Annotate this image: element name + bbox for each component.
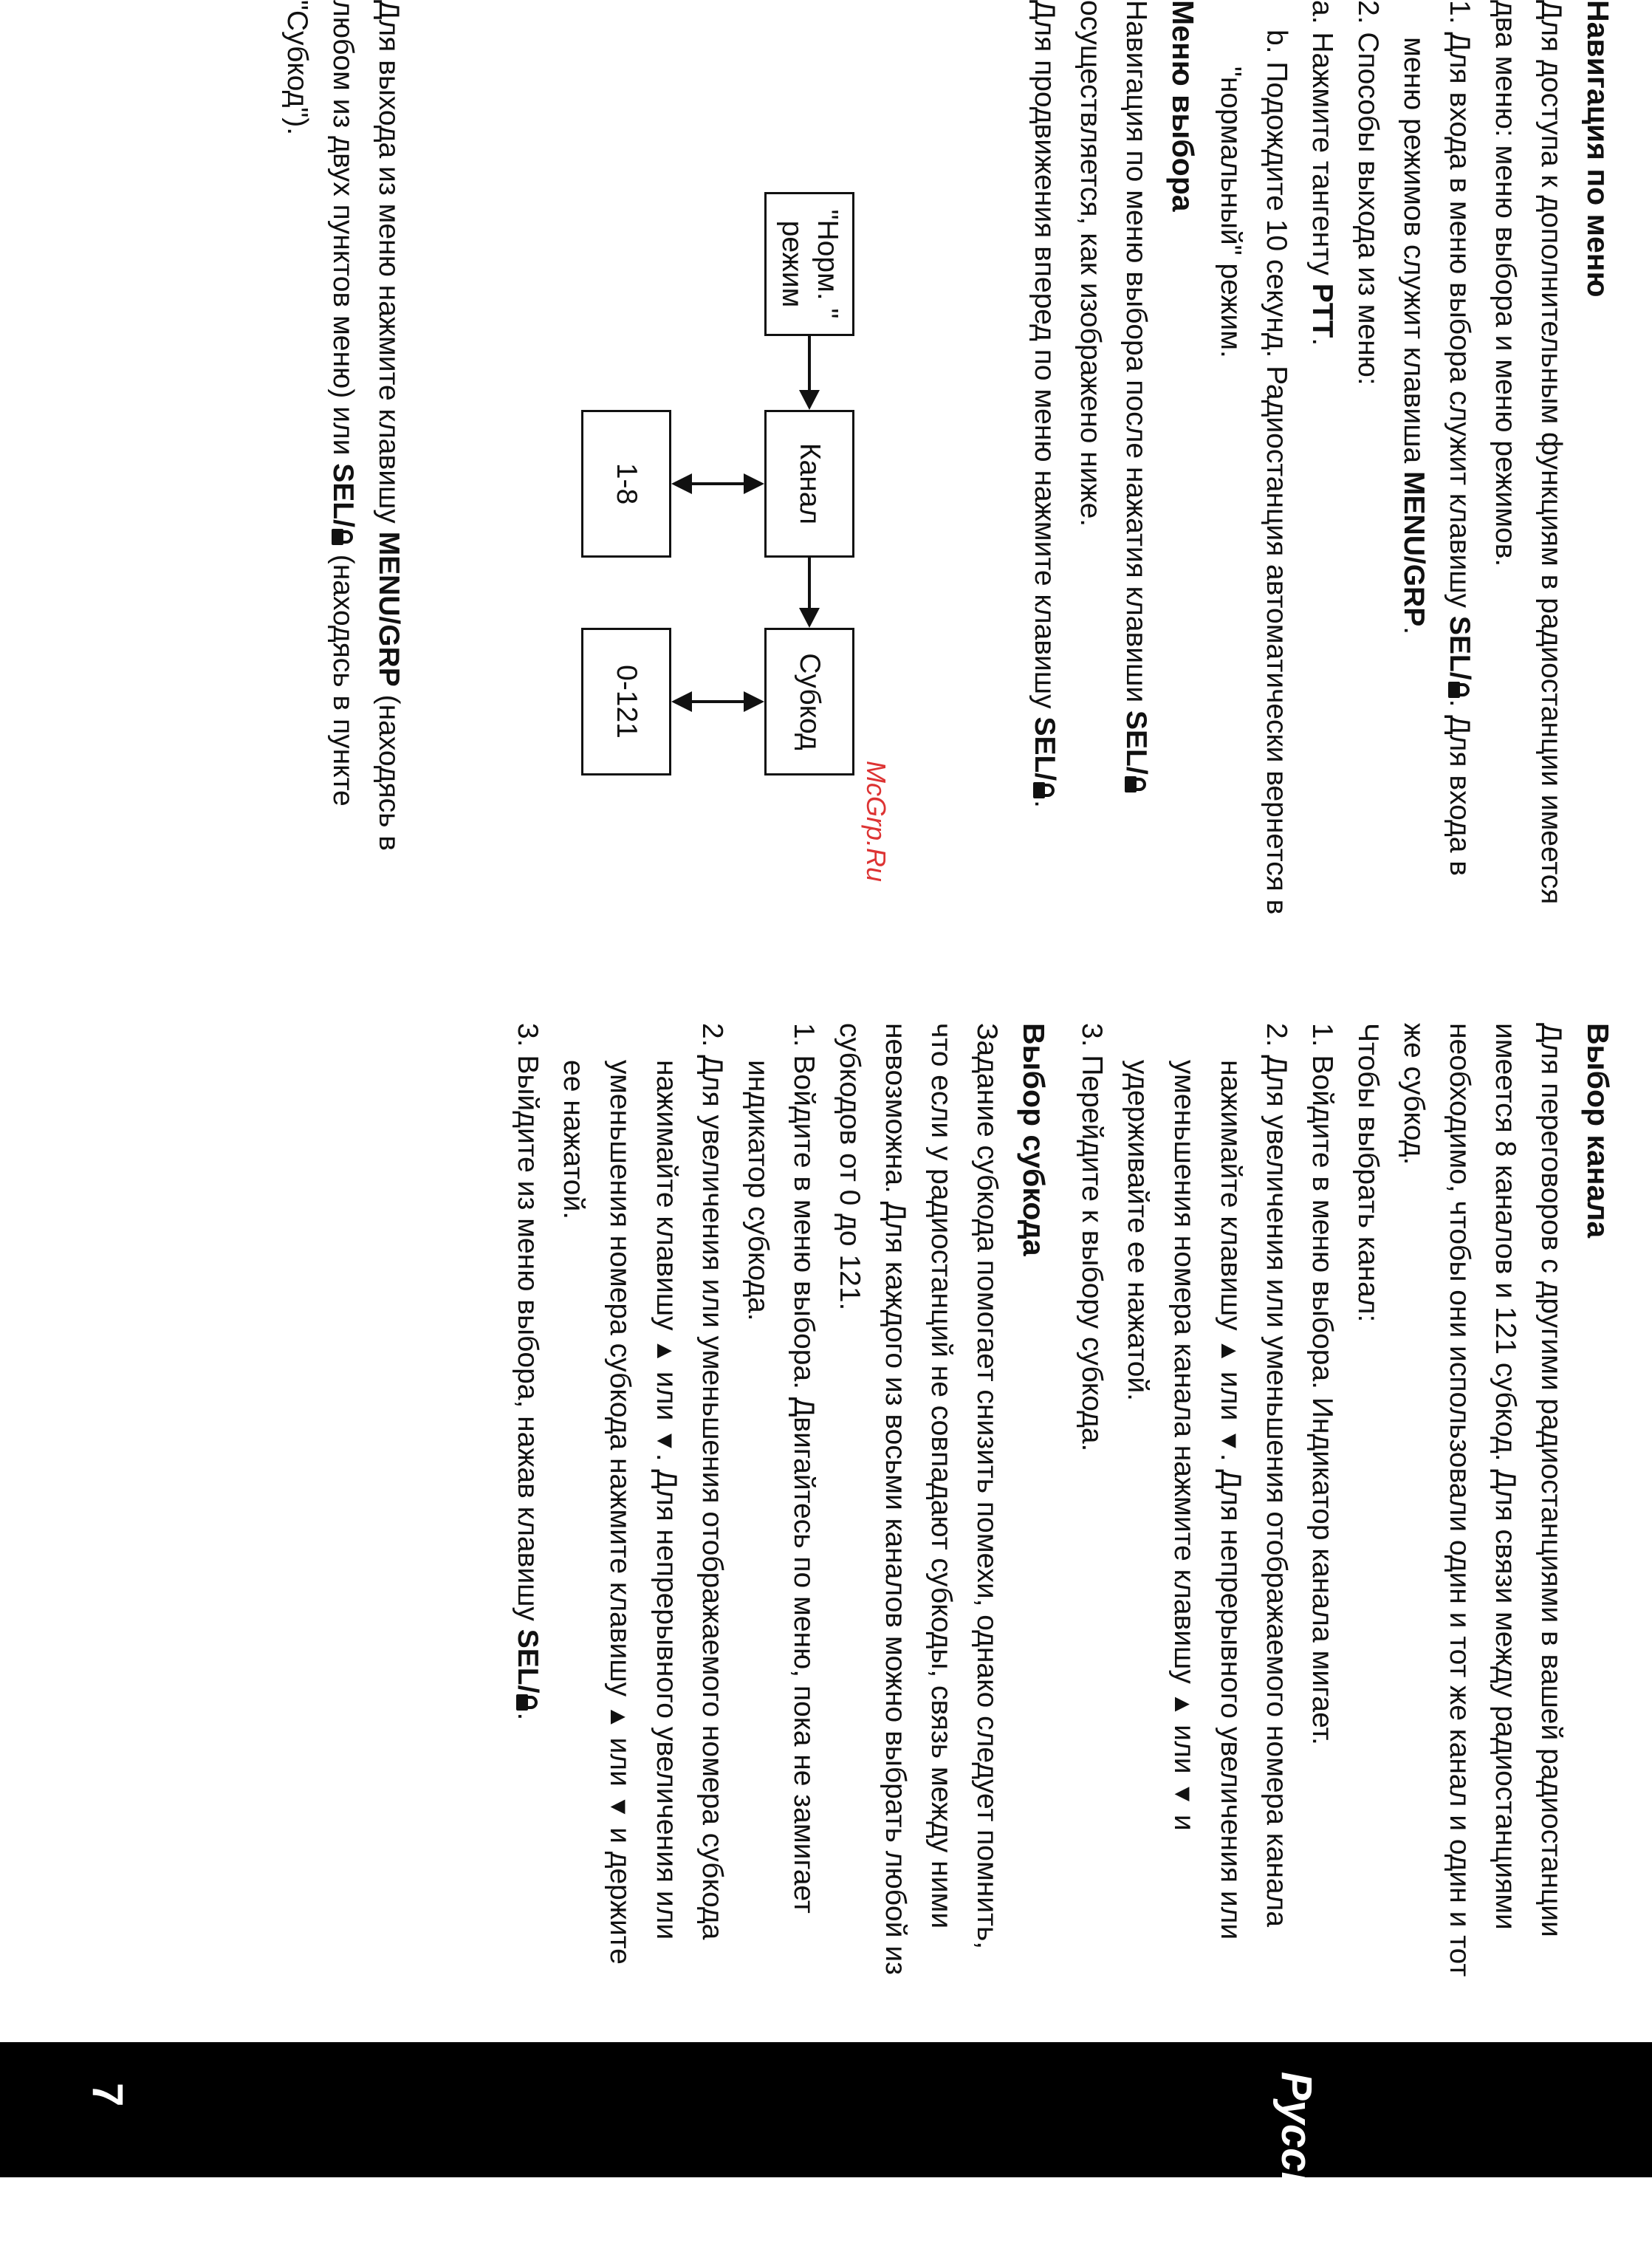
- subcode-step-2: 2. Для увеличения или уменьшения отображаемого номера субкода нажимайте клавишу ▲ или ▼. Для непрерывного увеличения или уменьшения номера субкода нажмите клавишу ▲ или ▼ и держите ее нажатой.: [558, 1023, 728, 1965]
- down-arrow-icon: ▼: [605, 1794, 633, 1820]
- nav-item-1: 1. Для входа в меню выбора служит клавишу SEL/. Для входа в меню режимов служит клавиша MENU/GRP.: [1398, 0, 1476, 877]
- lock-icon: [1447, 680, 1470, 699]
- channel-range-box: 1-8: [581, 410, 671, 558]
- subcode-box: Субкод: [764, 628, 854, 776]
- channel-heading: Выбор канала: [1581, 1023, 1615, 1239]
- diagram-arrows: [581, 192, 854, 931]
- up-arrow-icon: ▲: [1169, 1691, 1197, 1717]
- exit-paragraph: Для выхода из меню нажмите клавишу MENU/GRP (находясь в любом из двух пунктов меню) или SEL/ (находясь в пункте "Субкод").: [281, 0, 405, 852]
- left-column: [1021, 0, 1622, 953]
- down-arrow-icon: ▼: [1169, 1781, 1197, 1807]
- language-label: Русский: [1272, 2072, 1320, 2246]
- channel-step-2: 2. Для увеличения или уменьшения отображаемого номера канала нажимайте клавишу ▲ или ▼. Для непрерывного увеличения или уменьшения номера канала нажмите клавишу ▲ или ▼ и удерживайте ее нажатой.: [1122, 1023, 1292, 1940]
- lock-icon: [1032, 781, 1055, 800]
- up-arrow-icon: ▲: [651, 1338, 679, 1364]
- channel-step-1: 1. Войдите в меню выбора. Индикатор канала мигает.: [1306, 1023, 1338, 1745]
- normal-mode-box: "Норм. " режим: [764, 192, 854, 336]
- up-arrow-icon: ▲: [1216, 1338, 1244, 1364]
- channel-box: Канал: [764, 410, 854, 558]
- menu-flow-diagram: [581, 192, 854, 931]
- right-column: [504, 1023, 1622, 1990]
- up-arrow-icon: ▲: [605, 1704, 633, 1730]
- choose-channel: Чтобы выбрать канал:: [1352, 1023, 1384, 1323]
- forward-text: Для продвижения вперед по меню нажмите клавишу SEL/.: [1029, 0, 1060, 808]
- channel-step-3: 3. Перейдите к выбору субкода.: [1076, 1023, 1108, 1452]
- watermark: McGrp.Ru: [861, 761, 891, 883]
- footer-band: [0, 2042, 1652, 2246]
- subcode-step-3: 3. Выйдите из меню выбора, нажав клавишу SEL/.: [512, 1023, 544, 1721]
- nav-item-2: 2. Способы выхода из меню:: [1352, 0, 1384, 386]
- nav-item-b: b. Подождите 10 секунд. Радиостанция автоматически вернется в "нормальный" режим.: [1215, 30, 1292, 915]
- nav-intro: Для доступа к дополнительным функциям в радиостанции имеется два меню: меню выбора и меню режимов.: [1490, 0, 1567, 905]
- down-arrow-icon: ▼: [651, 1428, 679, 1454]
- subcode-range-box: 0-121: [581, 628, 671, 776]
- select-menu-heading: Меню выбора: [1166, 0, 1200, 212]
- page-number: 7: [83, 2083, 131, 2107]
- subcode-intro: Задание субкода помогает снизить помехи, однако следует помнить, что если у радиостанций не совпадают субкоды, связь между ними невозможна. Для каждого из восьми каналов можно выбрать любой из субкодов от 0 до 121.: [834, 1023, 1003, 1976]
- select-menu-text: Навигация по меню выбора после нажатия клавиши SEL/ осуществляется, как изображено ниже.: [1067, 0, 1159, 953]
- subcode-heading: Выбор субкода: [1017, 1023, 1051, 1256]
- down-arrow-icon: ▼: [1216, 1428, 1244, 1454]
- nav-item-a: a. Нажмите тангенту PTT.: [1306, 0, 1338, 346]
- lock-icon: [331, 527, 353, 547]
- lock-icon: [515, 1693, 538, 1712]
- nav-heading: Навигация по меню: [1581, 0, 1615, 298]
- subcode-step-1: 1. Войдите в меню выбора. Двигайтесь по меню, пока не замигает индикатор субкода.: [742, 1023, 820, 1914]
- channel-intro: Для переговоров с другими радиостанциями в вашей радиостанции имеется 8 каналов и 121 субкод. Для связи между радиостанциями необходимо, чтобы они использовали один и тот же канал и один и тот же субкод.: [1398, 1023, 1567, 1977]
- lock-icon: [1124, 775, 1146, 794]
